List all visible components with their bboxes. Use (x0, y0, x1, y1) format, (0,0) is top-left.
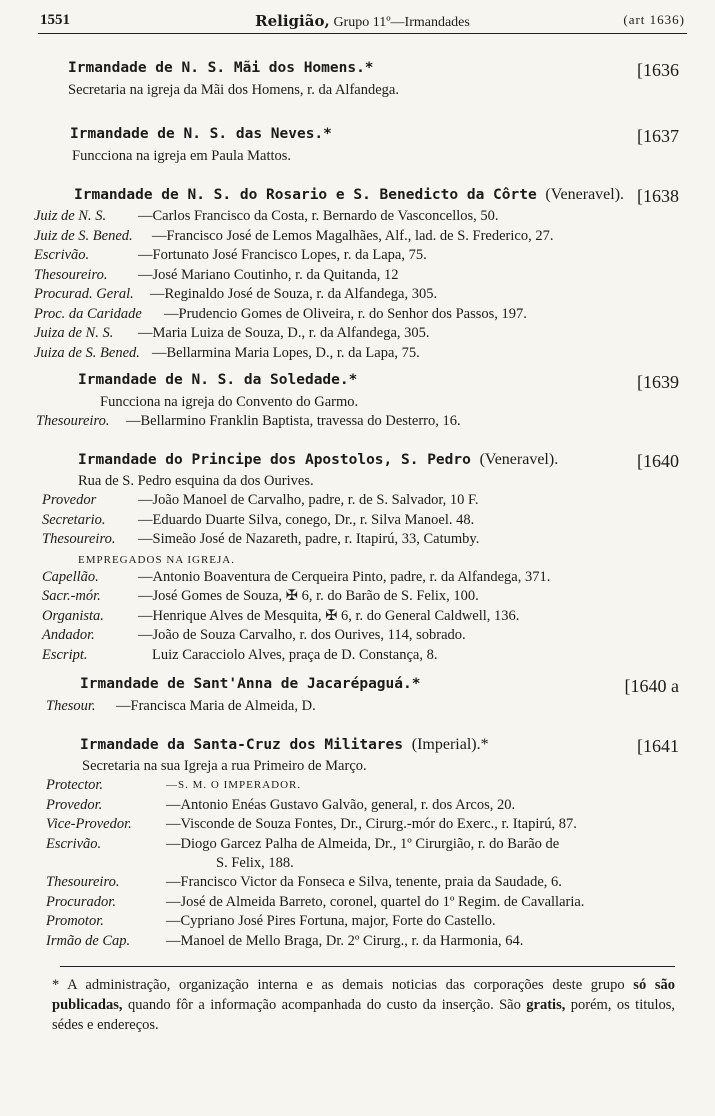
officer-row (46, 913, 687, 933)
officer-text: —João Manoel de Carvalho, padre, r. de S. Salvador, 10 F. (138, 492, 479, 508)
employee-text: —Henrique Alves de Mesquita, ✠ 6, r. do General Caldwell, 136. (138, 607, 520, 624)
employee-text: —José Gomes de Souza, ✠ 6, r. do Barão de S. Felix, 100. (138, 588, 479, 604)
officer-row (46, 698, 687, 718)
officer-row (46, 777, 687, 797)
employee-role: Escript. (42, 646, 88, 663)
officer-role: Proc. da Caridade (34, 305, 142, 322)
article-range: (art 1636) (623, 12, 685, 27)
officer-row (34, 247, 687, 267)
entry-1639 (36, 372, 687, 433)
officer-text: —José de Almeida Barreto, coronel, quartel do 1º Regim. de Cavallaria. (166, 893, 585, 910)
officer-row (34, 306, 687, 326)
footnote-rule (60, 966, 675, 967)
officer-row (46, 874, 687, 894)
employee-text: —Antonio Boaventura de Cerqueira Pinto, padre, r. da Alfandega, 371. (138, 568, 551, 585)
entry-line: Secretaria na igreja da Mãi dos Homens, r. da Alfandega. (68, 82, 399, 98)
entry-number: [1639 (637, 372, 679, 392)
officer-row (42, 492, 687, 512)
officer-row (46, 797, 687, 817)
officer-text: —S. M. O IMPERADOR. (166, 779, 302, 791)
footnote-text-1: * A administração, organização interna e as demais noticias das corporações deste grupo (52, 977, 625, 993)
entry-title-text: Irmandade da Santa-Cruz dos Militares (80, 737, 404, 753)
entry-number: [1636 (637, 60, 679, 80)
entry-1637 (36, 126, 687, 167)
officer-text: —Francisco José de Lemos Magalhães, Alf., lad. de S. Frederico, 27. (152, 227, 554, 244)
entry-title-row (36, 60, 687, 82)
officer-row (46, 836, 687, 856)
officer-role: Thesoureiro. (34, 266, 108, 283)
employees-heading: EMPREGADOS NA IGREJA. (78, 553, 235, 566)
entry-line: Funcciona na igreja do Convento do Garmo. (100, 394, 359, 410)
officer-role: Thesoureiro. (46, 874, 120, 890)
officer-text: —Visconde de Souza Fontes, Dr., Cirurg.-mór do Exerc., r. Itapirú, 87. (166, 816, 577, 832)
entry-number: [1640 (637, 451, 679, 471)
officer-text: —Manoel de Mello Braga, Dr. 2º Cirurg., r. da Harmonia, 64. (166, 932, 524, 949)
officer-row (42, 512, 687, 532)
running-title-rest: Grupo 11º—Irmandades (333, 15, 470, 30)
entry-title-row (34, 186, 687, 208)
employee-row (42, 627, 687, 647)
employee-text: Luiz Caracciolo Alves, praça de D. Constança, 8. (152, 646, 438, 663)
officer-text: —Cypriano José Pires Fortuna, major, Forte do Castello. (166, 913, 496, 929)
officer-role: Thesour. (46, 698, 96, 714)
officer-row (34, 267, 687, 287)
entry-title-tail: (Veneravel). (545, 186, 625, 203)
employee-text: —João de Souza Carvalho, r. dos Ourives, 114, sobrado. (138, 627, 466, 643)
officer-text: —Simeão José de Nazareth, padre, r. Itapirú, 33, Catumby. (138, 531, 480, 547)
officer-role: Procurador. (46, 893, 116, 910)
officer-row (34, 286, 687, 306)
employee-role: Sacr.-mór. (42, 588, 101, 604)
page-number: 1551 (40, 12, 70, 28)
entry-number: [1638 (637, 186, 679, 206)
employee-role: Andador. (42, 627, 95, 643)
officer-text: —Eduardo Duarte Silva, conego, Dr., r. Silva Manoel. 48. (138, 511, 475, 528)
officer-role: Provedor. (46, 796, 103, 813)
officer-role: Procurad. Geral. (34, 286, 134, 302)
officer-role: Escrivão. (46, 835, 102, 852)
officer-row (34, 325, 687, 345)
entry-line: Funcciona na igreja em Paula Mattos. (72, 148, 292, 164)
entry-number: [1641 (637, 736, 679, 756)
officer-row (34, 345, 687, 365)
footnote-text-2: quando fôr a informação acompanhada do custo da inserção. São (127, 997, 521, 1013)
entry-title-text: Irmandade de N. S. do Rosario e S. Benedicto da Côrte (74, 187, 537, 203)
officer-text: —Bellarmino Franklin Baptista, travessa do Desterro, 16. (126, 413, 461, 429)
entry-title-text: Irmandade do Principe dos Apostolos, S. Pedro (78, 452, 471, 468)
officer-role: Escrivão. (34, 247, 90, 263)
officer-row (46, 894, 687, 914)
officer-row (36, 413, 687, 433)
officer-role: Thesoureiro. (36, 413, 110, 429)
entry-1640a (46, 676, 687, 718)
officer-text: —Francisco Victor da Fonseca e Silva, tenente, praia da Saudade, 6. (166, 874, 562, 890)
employee-role: Capellão. (42, 568, 99, 585)
officer-row (34, 208, 687, 228)
officer-role: Juiza de S. Bened. (34, 344, 140, 361)
officer-role: Juiza de N. S. (34, 325, 114, 341)
officer-role: Irmão de Cap. (46, 932, 131, 949)
officer-role: Protector. (46, 777, 104, 793)
entry-number: [1640 a (624, 676, 679, 696)
officer-row (42, 531, 687, 551)
entry-number: [1637 (637, 126, 679, 146)
employee-row (42, 588, 687, 608)
officer-text: —Antonio Enéas Gustavo Galvão, general, r. dos Arcos, 20. (166, 796, 516, 813)
entry-title-row (46, 736, 687, 758)
entry-1638 (34, 186, 687, 364)
entry-title-row (42, 451, 687, 473)
entry-1641 (46, 736, 687, 952)
entry-line: Secretaria na sua Igreja a rua Primeiro de Março. (82, 758, 367, 774)
employee-row (42, 608, 687, 628)
entry-title-row (46, 676, 687, 698)
officer-text: —Maria Luiza de Souza, D., r. da Alfandega, 305. (138, 325, 430, 341)
entry-title-tail: (Veneravel). (479, 451, 559, 468)
officer-role: Vice-Provedor. (46, 816, 132, 832)
employee-row (42, 647, 687, 667)
officer-row (46, 933, 687, 953)
employee-role: Organista. (42, 607, 104, 624)
employee-row (42, 569, 687, 589)
footnote-bold-1: só são publicadas, (52, 977, 675, 1013)
entry-title (78, 451, 558, 469)
officer-row (46, 816, 687, 836)
officer-continuation: S. Felix, 188. (216, 855, 294, 871)
footnote (52, 975, 675, 1035)
officer-row (34, 228, 687, 248)
entry-1636 (36, 60, 687, 101)
officer-text: —Reginaldo José de Souza, r. da Alfandega, 305. (150, 286, 438, 302)
entry-title: Irmandade de Sant'Anna de Jacarépaguá.* (80, 676, 421, 692)
entry-title-row (36, 126, 687, 148)
officer-text: —Carlos Francisco da Costa, r. Bernardo de Vasconcellos, 50. (138, 208, 499, 224)
entry-title (74, 186, 624, 204)
officer-text: —Francisca Maria de Almeida, D. (116, 698, 316, 714)
footnote-text-3: porém, os titulos, sédes e endereços. (52, 997, 676, 1033)
officer-text: —Diogo Garcez Palha de Almeida, Dr., 1º Cirurgião, r. do Barão de (166, 835, 560, 852)
entry-title: Irmandade de N. S. da Soledade.* (78, 372, 358, 388)
running-title (40, 12, 685, 31)
entry-line: Rua de S. Pedro esquina da dos Ourives. (78, 473, 314, 489)
officer-text: —Bellarmina Maria Lopes, D., r. da Lapa, 75. (152, 344, 420, 361)
entry-title (80, 736, 489, 754)
entry-1640 (42, 451, 687, 666)
officer-role: Promotor. (46, 913, 104, 929)
entry-title: Irmandade de N. S. das Neves.* (70, 126, 332, 142)
officer-role: Provedor (42, 492, 97, 508)
running-title-bold: Religião, (255, 12, 330, 30)
header-rule (38, 33, 687, 34)
officer-text: —Prudencio Gomes de Oliveira, r. do Senhor dos Passos, 197. (164, 305, 527, 322)
entry-title-tail: (Imperial).* (411, 736, 489, 753)
officer-role: Juiz de N. S. (34, 208, 107, 224)
officer-text: —José Mariano Coutinho, r. da Quitanda, 12 (138, 266, 399, 283)
footnote-bold-2: gratis, (526, 997, 566, 1013)
officer-role: Secretario. (42, 511, 106, 528)
officer-text: —Fortunato José Francisco Lopes, r. da Lapa, 75. (138, 247, 427, 263)
officer-role: Juiz de S. Bened. (34, 227, 133, 244)
entry-title-row (36, 372, 687, 394)
entry-title: Irmandade de N. S. Mãi dos Homens.* (68, 60, 374, 76)
officer-role: Thesoureiro. (42, 531, 116, 547)
